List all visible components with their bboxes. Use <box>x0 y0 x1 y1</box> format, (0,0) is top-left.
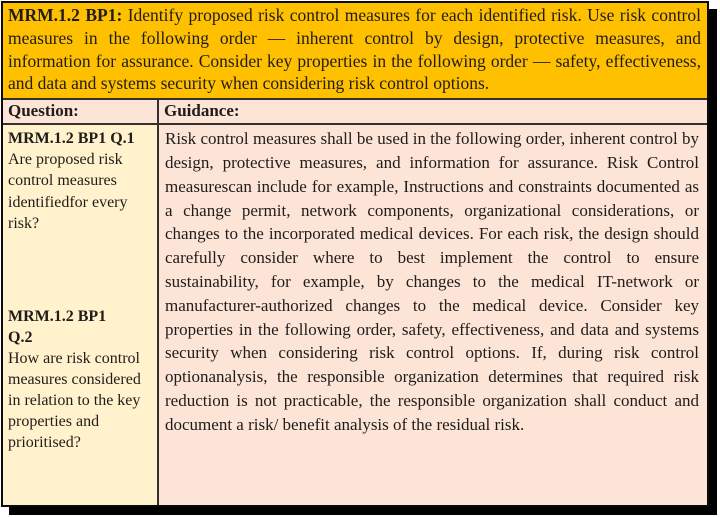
practice-id: MRM.1.2 BP1: <box>8 5 123 25</box>
question-2-text: How are risk control measures considered in relation to the key properties and prioritised? <box>8 350 141 452</box>
question-2-id-line2: Q.2 <box>8 328 33 346</box>
guidance-column-label: Guidance: <box>164 101 240 120</box>
question-column-label: Question: <box>8 101 79 120</box>
question-2-id-line1: MRM.1.2 BP1 <box>8 307 107 325</box>
question-column-header <box>3 100 159 125</box>
guidance-text: Risk control measures shall be used in the following order, inherent control by design, protective measures, and information for assurance. Risk Control measurescan include for example, Instructions and constraints documented as a change permit, network components, organizational considerations, or changes to the incorporated medical devices. For each risk, the design should carefully consider where to best implement the control to ensure sustainability, for example, by changes to the medical IT-network or manufacturer-authorized changes to the medical device. Consider key properties in the following order, safety, effectiveness, and data and systems security when considering risk control options. If, during risk control optionanalysis, the responsible organization determines that required risk reduction is not practicable, the responsible organization shall conduct and document a risk/ benefit analysis of the residual risk. <box>165 129 699 434</box>
guidance-column-header <box>159 100 707 125</box>
bp1-requirements-table <box>1 1 709 507</box>
question-1-text: Are proposed risk control measures identifiedfor every risk? <box>8 151 128 232</box>
question-1-id: MRM.1.2 BP1 Q.1 <box>8 130 135 148</box>
table-header-cell <box>3 3 707 100</box>
practice-description: Identify proposed risk control measures for each identified risk. Use risk control measures in the following order — inherent control by design, protective measures, and information for assurance. Consider key properties in the following order — safety, effectiveness, and data and systems security when considering risk control options. <box>8 5 701 94</box>
guidance-cell <box>159 125 707 505</box>
question-cell <box>3 125 159 505</box>
